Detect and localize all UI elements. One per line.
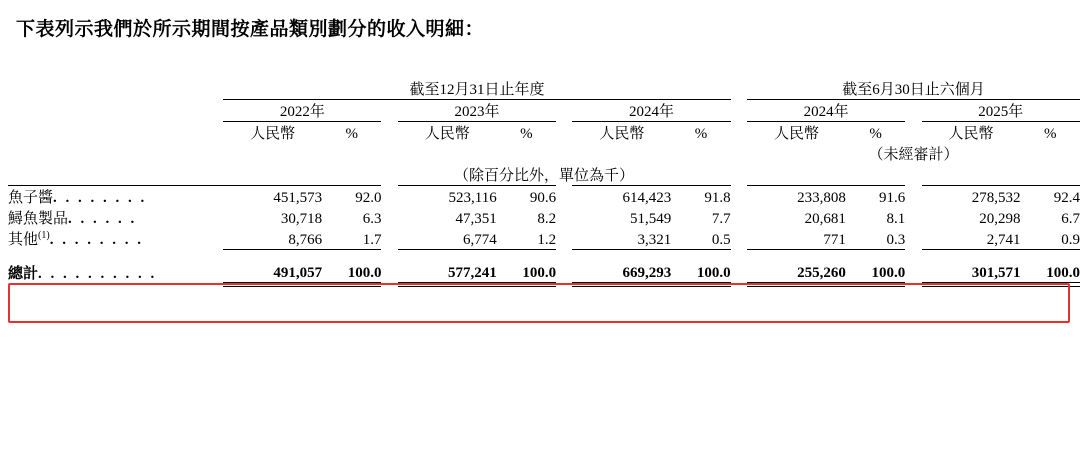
- colhead-gap-4: [905, 122, 921, 144]
- cell-others-2025h1-rmb: 2,741: [986, 231, 1021, 248]
- cell-sturgeon-2024-pct: 7.7: [711, 211, 731, 227]
- column-header-rmb-2022: 人民幣: [250, 126, 296, 142]
- cell-caviar-2023-rmb: 523,116: [448, 190, 497, 206]
- row-dots: . . . . . .: [68, 211, 137, 227]
- cell-others-2024-rmb: 3,321: [637, 231, 672, 248]
- row-gap-2: [556, 186, 572, 207]
- total-bottom-rule-2: [8, 287, 1080, 288]
- cell-caviar-2025h1-rmb: 278,532: [971, 190, 1021, 206]
- year-gap-1: [381, 100, 397, 122]
- year-header-spacer: [8, 100, 223, 122]
- row-label-text: 總計: [8, 265, 39, 282]
- cell-others-2024h1-pct: 0.3: [886, 231, 906, 248]
- cell-sturgeon-2023-rmb: 47,351: [455, 211, 497, 227]
- cell-sturgeon-2025h1-pct: 6.7: [1061, 211, 1080, 227]
- unit-note: （除百分比外，單位為千）: [453, 168, 634, 184]
- column-header-pct-2024-interim: %: [869, 126, 882, 142]
- cell-others-2022-rmb: 8,766: [288, 231, 323, 248]
- row-label-caviar: [8, 186, 223, 207]
- row-dots: . . . . . . . . . .: [38, 265, 157, 282]
- column-header-row: [8, 122, 1080, 144]
- unaudited-note: （未經審計）: [868, 147, 959, 163]
- brule2-gap-2: [556, 287, 572, 288]
- cell-caviar-2022-pct: 92.0: [355, 190, 382, 206]
- cell-total-2024h1-pct: 100.0: [871, 265, 906, 281]
- column-header-pct-2022: %: [345, 126, 359, 142]
- column-header-pct-2025-interim: %: [1043, 126, 1057, 142]
- row-gap-3: [731, 207, 747, 228]
- brule2-cell-7: [747, 287, 846, 288]
- row-gap-2: [556, 228, 572, 249]
- cell-total-2022-rmb: 491,057: [273, 265, 323, 281]
- cell-total-2025h1-pct: 100.0: [1046, 265, 1080, 281]
- year-header-2025-interim: 2025年: [922, 100, 1080, 122]
- colhead-gap-3: [731, 122, 747, 144]
- row-gap-4: [905, 207, 921, 228]
- row-label-text: 其他: [8, 232, 39, 248]
- cell-caviar-2024-rmb: 614,423: [622, 190, 672, 206]
- colhead-gap-1: [381, 122, 397, 144]
- cell-total-2024h1-rmb: 255,260: [797, 265, 846, 281]
- row-gap-1: [381, 186, 397, 207]
- brule2-gap-3: [731, 287, 747, 288]
- group-header-gap: [731, 78, 747, 100]
- column-header-pct-2023: %: [520, 126, 533, 142]
- cell-caviar-2024h1-pct: 91.6: [879, 190, 906, 206]
- brule2-cell-4: [497, 287, 556, 288]
- cell-others-2023-rmb: 6,774: [462, 231, 497, 248]
- brule2-cell-2: [322, 287, 381, 288]
- total-spacer-row: [8, 250, 1080, 262]
- row-label-total: [8, 262, 223, 283]
- cell-total-2022-pct: 100.0: [347, 265, 382, 281]
- intro-paragraph: 下表列示我們於所示期間按產品類別劃分的收入明細：: [16, 19, 485, 40]
- row-gap-1: [381, 207, 397, 228]
- total-gap-1: [381, 262, 397, 283]
- cell-total-2024-pct: 100.0: [696, 265, 731, 281]
- row-dots: . . . . . . . .: [49, 232, 144, 248]
- year-header-2022: 2022年: [223, 100, 381, 122]
- cell-sturgeon-2025h1-rmb: 20,298: [979, 211, 1021, 227]
- column-header-rmb-2024-interim: 人民幣: [773, 126, 819, 142]
- unaudited-note-row: [8, 143, 1080, 164]
- year-header-2023: 2023年: [398, 100, 556, 122]
- unit-note-row: [8, 164, 1080, 186]
- brule2-cell-8: [846, 287, 905, 288]
- table-row: [8, 186, 1080, 207]
- table-row: [8, 228, 1080, 249]
- cell-sturgeon-2024h1-pct: 8.1: [886, 211, 906, 227]
- cell-others-2025h1-pct: 0.9: [1061, 231, 1080, 248]
- cell-sturgeon-2023-pct: 8.2: [537, 211, 557, 227]
- cell-sturgeon-2022-pct: 6.3: [362, 211, 382, 227]
- column-header-rmb-2024: 人民幣: [599, 126, 645, 142]
- row-label-text: 鱘魚製品: [8, 211, 69, 227]
- row-label-sturgeon-products: [8, 207, 223, 228]
- cell-total-2024-rmb: 669,293: [622, 265, 672, 281]
- column-header-spacer: [8, 122, 223, 144]
- total-gap-2: [556, 262, 572, 283]
- year-gap-2: [556, 100, 572, 122]
- total-gap-3: [731, 262, 747, 283]
- colhead-gap-2: [556, 122, 572, 144]
- row-gap-4: [905, 228, 921, 249]
- brule2-cell-6: [671, 287, 730, 288]
- brule2-cell-1: [223, 287, 322, 288]
- unaudited-note-spacer: [8, 143, 747, 164]
- column-header-pct-2024: %: [694, 126, 708, 142]
- cell-caviar-2025h1-pct: 92.4: [1053, 190, 1080, 206]
- year-header-2024-annual: 2024年: [572, 100, 730, 122]
- cell-others-2024-pct: 0.5: [711, 231, 731, 248]
- revenue-breakdown-table: [8, 78, 1080, 287]
- year-header-row: [8, 100, 1080, 122]
- table-row-total: [8, 262, 1080, 283]
- cell-sturgeon-2022-rmb: 30,718: [280, 211, 323, 227]
- cell-others-2024h1-rmb: 771: [823, 231, 846, 248]
- row-gap-3: [731, 228, 747, 249]
- brule2-cell-10: [1020, 287, 1080, 288]
- cell-total-2023-pct: 100.0: [522, 265, 557, 281]
- cell-sturgeon-2024h1-rmb: 20,681: [804, 211, 846, 227]
- cell-total-2025h1-rmb: 301,571: [971, 265, 1021, 281]
- brule2-gap-4: [905, 287, 921, 288]
- caviar-row-highlight-box: [8, 283, 1070, 323]
- brule2-cell-label: [8, 287, 223, 288]
- year-gap-3: [731, 100, 747, 122]
- cell-caviar-2024h1-rmb: 233,808: [797, 190, 846, 206]
- row-gap-1: [381, 228, 397, 249]
- cell-sturgeon-2024-rmb: 51,549: [630, 211, 672, 227]
- cell-caviar-2022-rmb: 451,573: [273, 190, 323, 206]
- row-gap-3: [731, 186, 747, 207]
- table-row: [8, 207, 1080, 228]
- column-header-rmb-2025-interim: 人民幣: [948, 126, 994, 142]
- total-spacer-cell: [8, 250, 1080, 262]
- footnote-marker: (1): [38, 230, 50, 241]
- brule2-gap-1: [381, 287, 397, 288]
- brule2-cell-5: [572, 287, 671, 288]
- row-label-text: 魚子醬: [8, 190, 54, 206]
- total-gap-4: [905, 262, 921, 283]
- cell-caviar-2024-pct: 91.8: [704, 190, 731, 206]
- brule2-cell-3: [398, 287, 497, 288]
- brule2-cell-9: [922, 287, 1021, 288]
- cell-caviar-2023-pct: 90.6: [529, 190, 557, 206]
- cell-others-2022-pct: 1.7: [362, 231, 382, 248]
- cell-total-2023-rmb: 577,241: [447, 265, 497, 281]
- group-header-spacer: [8, 78, 223, 100]
- row-label-others: [8, 228, 223, 249]
- year-header-2024-interim: 2024年: [747, 100, 905, 122]
- row-gap-4: [905, 186, 921, 207]
- cell-others-2023-pct: 1.2: [537, 231, 557, 248]
- group-header-row: [8, 78, 1080, 100]
- group-header-annual: 截至12月31日止年度: [223, 78, 730, 100]
- row-gap-2: [556, 207, 572, 228]
- row-dots: . . . . . . . .: [53, 190, 147, 206]
- column-header-rmb-2023: 人民幣: [424, 126, 470, 142]
- year-gap-4: [905, 100, 921, 122]
- group-header-interim: 截至6月30日止六個月: [747, 78, 1080, 100]
